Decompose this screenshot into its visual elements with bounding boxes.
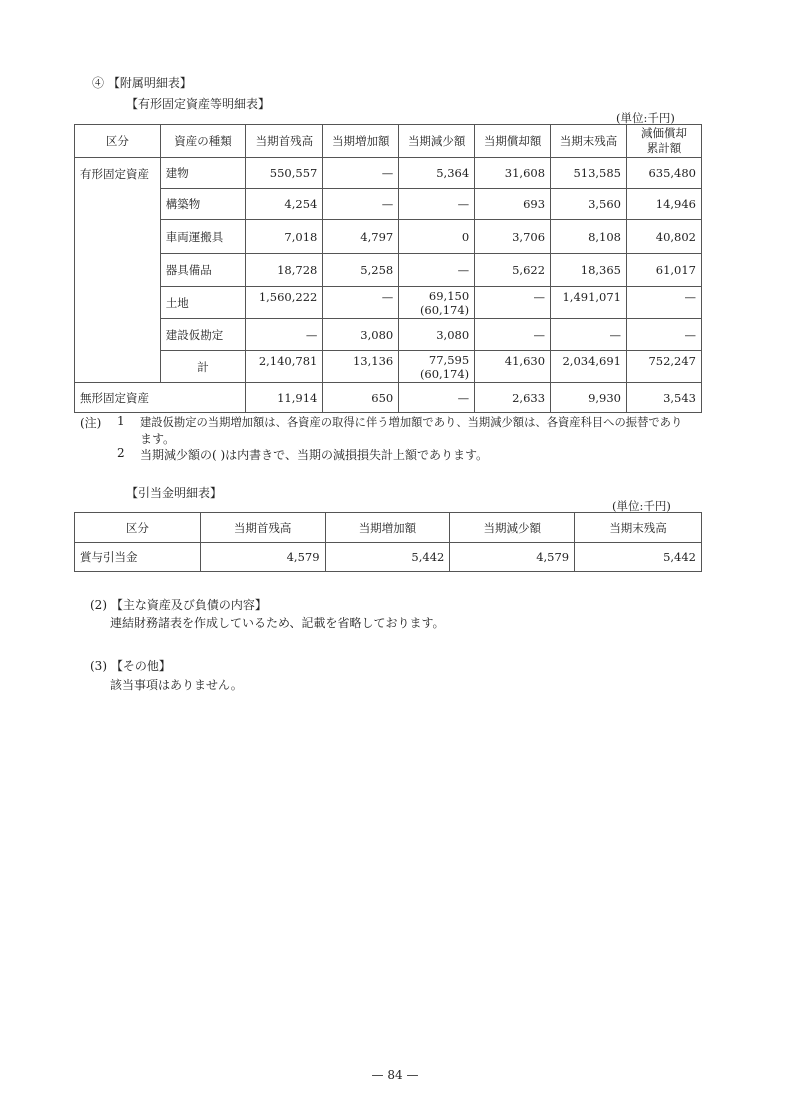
- decrease-main: 77,595: [428, 352, 470, 367]
- header-accumulated-line2: 累計額: [646, 141, 682, 155]
- asset-type: 車両運搬具: [160, 220, 246, 254]
- accumulated-value: 14,946: [627, 189, 702, 220]
- allowance-name: 賞与引当金: [75, 543, 201, 572]
- increase-value: —: [323, 189, 399, 220]
- opening-value: 7,018: [246, 220, 323, 254]
- increase-value: 13,136: [323, 351, 399, 383]
- accumulated-value: 752,247: [627, 351, 702, 383]
- asset-type: 建設仮勘定: [160, 319, 246, 351]
- header-decrease: 当期減少額: [399, 125, 475, 158]
- depreciation-value: 31,608: [475, 158, 551, 189]
- decrease-value: 0: [399, 220, 475, 254]
- header-increase: 当期増加額: [325, 513, 450, 543]
- header-accumulated-line1: 減価償却: [641, 126, 687, 140]
- decrease-value: [399, 287, 475, 319]
- header-category: 区分: [75, 513, 201, 543]
- note-2-text: 当期減少額の( )は内書きで、当期の減損損失計上額であります。: [140, 448, 488, 462]
- increase-value: 5,258: [323, 254, 399, 287]
- decrease-value: 3,080: [399, 319, 475, 351]
- header-decrease: 当期減少額: [450, 513, 575, 543]
- opening-value: 2,140,781: [246, 351, 323, 383]
- increase-value: 4,797: [323, 220, 399, 254]
- depreciation-value: 41,630: [475, 351, 551, 383]
- table-row: [75, 220, 702, 254]
- depreciation-value: —: [475, 287, 551, 319]
- decrease-value: —: [399, 189, 475, 220]
- asset-type: 土地: [160, 287, 246, 319]
- table-header-row: [75, 125, 702, 158]
- depreciation-value: —: [475, 319, 551, 351]
- depreciation-value: 2,633: [475, 383, 551, 413]
- table-row: [75, 543, 702, 572]
- category-tangible: 有形固定資産: [75, 158, 161, 383]
- section-2-heading: (2) 【主な資産及び負債の内容】: [90, 598, 267, 612]
- table-row: [75, 287, 702, 319]
- closing-value: 5,442: [575, 543, 702, 572]
- asset-type: 構築物: [160, 189, 246, 220]
- increase-value: —: [323, 287, 399, 319]
- section-heading: ④ 【附属明細表】: [92, 76, 192, 90]
- note-1-line1: 建設仮勘定の当期増加額は、各資産の取得に伴う増加額であり、当期減少額は、各資産科目への振替であり: [140, 416, 683, 429]
- opening-value: 550,557: [246, 158, 323, 189]
- asset-type: 器具備品: [160, 254, 246, 287]
- depreciation-value: 3,706: [475, 220, 551, 254]
- decrease-value: —: [399, 383, 475, 413]
- table-row: [75, 319, 702, 351]
- decrease-value: —: [399, 254, 475, 287]
- opening-value: 1,560,222: [246, 287, 323, 319]
- fixed-assets-unit: (単位:千円): [616, 111, 675, 125]
- category-intangible: 無形固定資産: [75, 383, 246, 413]
- header-category: 区分: [75, 125, 161, 158]
- note-label: (注): [80, 416, 102, 430]
- header-closing: 当期末残高: [575, 513, 702, 543]
- table-row: [75, 254, 702, 287]
- depreciation-value: 5,622: [475, 254, 551, 287]
- accumulated-value: 40,802: [627, 220, 702, 254]
- intangible-row: [75, 383, 702, 413]
- total-label: 計: [160, 351, 246, 383]
- header-asset-type: 資産の種類: [160, 125, 246, 158]
- allowance-table: [74, 512, 702, 572]
- decrease-main: 69,150: [428, 288, 470, 303]
- accumulated-value: —: [627, 287, 702, 319]
- allowance-unit: (単位:千円): [612, 499, 671, 513]
- decrease-value: 4,579: [450, 543, 575, 572]
- opening-value: 4,254: [246, 189, 323, 220]
- header-opening: 当期首残高: [246, 125, 323, 158]
- allowance-title: 【引当金明細表】: [126, 486, 223, 500]
- closing-value: —: [551, 319, 627, 351]
- accumulated-value: 3,543: [627, 383, 702, 413]
- header-increase: 当期増加額: [323, 125, 399, 158]
- closing-value: 8,108: [551, 220, 627, 254]
- table-row: [75, 158, 702, 189]
- table-total-row: [75, 351, 702, 383]
- note-1-line2: ます。: [140, 432, 176, 446]
- closing-value: 513,585: [551, 158, 627, 189]
- header-closing: 当期末残高: [551, 125, 627, 158]
- table-header-row: [75, 513, 702, 543]
- decrease-impairment: (60,174): [419, 366, 470, 381]
- opening-value: —: [246, 319, 323, 351]
- decrease-value: 5,364: [399, 158, 475, 189]
- header-accumulated: [627, 125, 702, 158]
- accumulated-value: —: [627, 319, 702, 351]
- asset-type: 建物: [160, 158, 246, 189]
- note-1-number: 1: [117, 414, 125, 428]
- closing-value: 1,491,071: [551, 287, 627, 319]
- closing-value: 18,365: [551, 254, 627, 287]
- opening-value: 11,914: [246, 383, 323, 413]
- increase-value: 5,442: [325, 543, 450, 572]
- increase-value: 3,080: [323, 319, 399, 351]
- opening-value: 18,728: [246, 254, 323, 287]
- accumulated-value: 61,017: [627, 254, 702, 287]
- fixed-assets-title: 【有形固定資産等明細表】: [126, 97, 271, 111]
- section-2-text: 連結財務諸表を作成しているため、記載を省略しております。: [110, 616, 445, 630]
- note-2-number: 2: [117, 446, 125, 460]
- decrease-value: [399, 351, 475, 383]
- section-3-heading: (3) 【その他】: [90, 659, 171, 673]
- depreciation-value: 693: [475, 189, 551, 220]
- header-opening: 当期首残高: [200, 513, 325, 543]
- fixed-assets-table: [74, 124, 702, 413]
- increase-value: —: [323, 158, 399, 189]
- table-row: [75, 189, 702, 220]
- closing-value: 3,560: [551, 189, 627, 220]
- header-depreciation: 当期償却額: [475, 125, 551, 158]
- increase-value: 650: [323, 383, 399, 413]
- accumulated-value: 635,480: [627, 158, 702, 189]
- closing-value: 9,930: [551, 383, 627, 413]
- closing-value: 2,034,691: [551, 351, 627, 383]
- page-number: — 84 —: [371, 1068, 419, 1082]
- decrease-impairment: (60,174): [419, 302, 470, 317]
- opening-value: 4,579: [200, 543, 325, 572]
- section-3-text: 該当事項はありません。: [110, 678, 243, 692]
